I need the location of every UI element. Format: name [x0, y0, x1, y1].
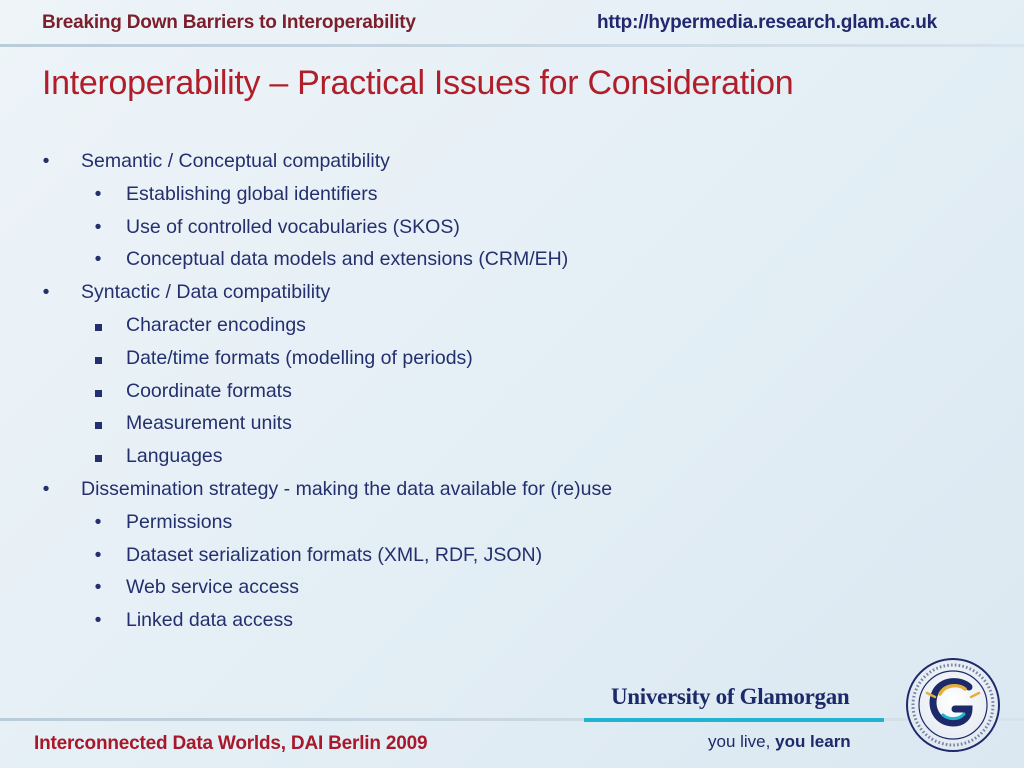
bullet-dot-icon: • [94, 248, 102, 271]
list-item-level2: • Use of controlled vocabularies (SKOS) [0, 212, 1024, 245]
list-item-level2: Languages [0, 441, 1024, 474]
university-accent-rule [584, 718, 884, 722]
bullet-dot-icon: • [94, 576, 102, 599]
bullet-square-icon [90, 380, 106, 403]
bullet-dot-icon: • [94, 215, 102, 238]
bullet-square-icon [90, 412, 106, 435]
bullet-dot-icon: • [94, 182, 102, 205]
university-crest-icon [905, 657, 1001, 753]
header-title: Breaking Down Barriers to Interoperability [42, 12, 416, 33]
list-item-level2: Measurement units [0, 408, 1024, 441]
footer-event-text: Interconnected Data Worlds, DAI Berlin 2009 [34, 733, 428, 754]
list-item-level2: Character encodings [0, 310, 1024, 343]
list-item-level1: • Syntactic / Data compatibility [0, 277, 1024, 310]
list-item-level2: • Linked data access [0, 605, 1024, 638]
bullet-dot-icon: • [94, 609, 102, 632]
list-item-level2: • Web service access [0, 572, 1024, 605]
header-divider [0, 44, 1024, 47]
bullet-dot-icon: • [94, 510, 102, 533]
list-item-level1: • Semantic / Conceptual compatibility [0, 146, 1024, 179]
bullet-dot-icon: • [94, 543, 102, 566]
bullet-square-icon [90, 445, 106, 468]
list-item-level1: • Dissemination strategy - making the data available for (re)use [0, 474, 1024, 507]
bullet-dot-icon: • [42, 150, 50, 172]
list-item-level2: • Conceptual data models and extensions (CRM/EH) [0, 244, 1024, 277]
slide-title: Interoperability – Practical Issues for Consideration [42, 64, 794, 102]
university-tagline: you live, you learn [708, 732, 851, 751]
list-item-level2: Coordinate formats [0, 376, 1024, 409]
bullet-square-icon [90, 314, 106, 337]
bullet-list [0, 146, 1024, 638]
slide-header [0, 0, 1024, 46]
list-item-level2: • Dataset serialization formats (XML, RDF, JSON) [0, 540, 1024, 573]
list-item-level2: • Establishing global identifiers [0, 179, 1024, 212]
bullet-dot-icon: • [42, 281, 50, 304]
bullet-dot-icon: • [42, 477, 50, 500]
university-name: University of Glamorgan [611, 684, 850, 709]
bullet-square-icon [90, 347, 106, 370]
list-item-level2: Date/time formats (modelling of periods) [0, 343, 1024, 376]
header-url[interactable]: http://hypermedia.research.glam.ac.uk [597, 12, 937, 33]
list-item-level2: • Permissions [0, 507, 1024, 540]
